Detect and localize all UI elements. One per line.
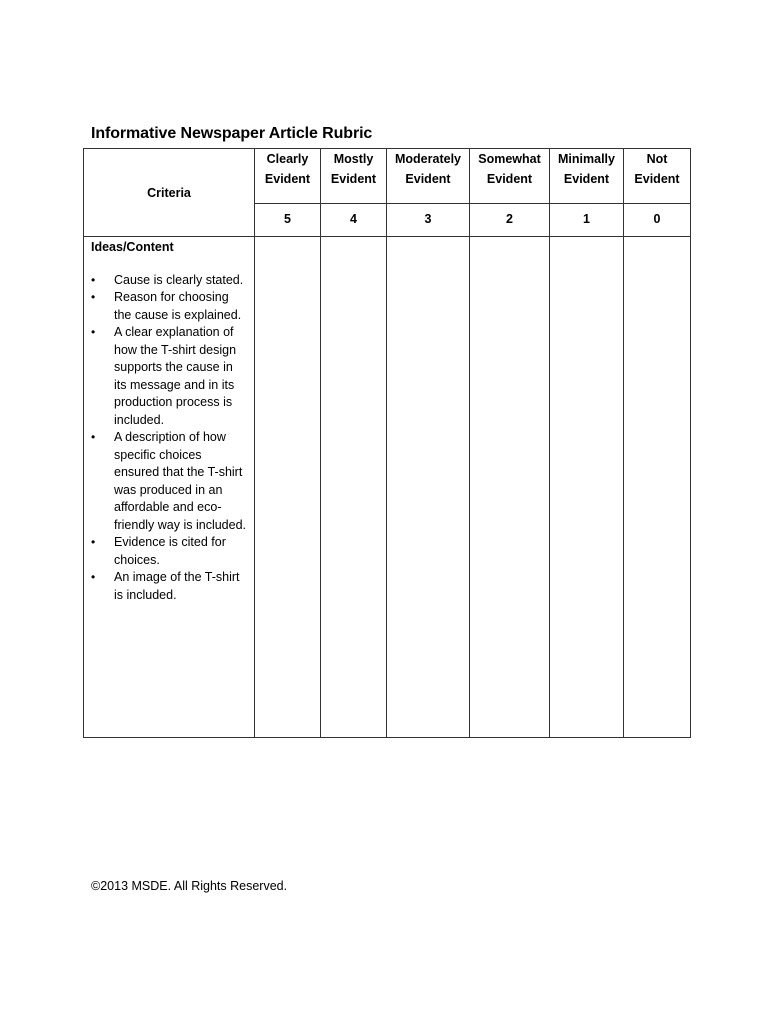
section-heading: Ideas/Content bbox=[91, 240, 174, 254]
rating-header-line1: Clearly bbox=[266, 152, 309, 166]
rating-header-line2: Evident bbox=[563, 172, 610, 186]
rating-header-line2: Evident bbox=[405, 172, 451, 186]
score-cell-0[interactable] bbox=[624, 237, 691, 738]
score-0: 0 bbox=[624, 204, 691, 237]
bullet-icon: • bbox=[91, 325, 96, 339]
rating-header-moderately-evident bbox=[387, 149, 470, 204]
list-item-text: A description of how specific choices ensured that the T-shirt was produced in an affordable and eco-friendly way is included. bbox=[114, 430, 247, 532]
score-cell-5[interactable] bbox=[255, 237, 321, 738]
bullet-icon: • bbox=[91, 535, 96, 549]
bullet-icon: • bbox=[91, 290, 96, 304]
rubric-table bbox=[83, 148, 691, 738]
copyright-footer: ©2013 MSDE. All Rights Reserved. bbox=[91, 879, 288, 893]
rating-label-row bbox=[84, 149, 691, 204]
score-cell-2[interactable] bbox=[470, 237, 550, 738]
list-item-text: Evidence is cited for choices. bbox=[114, 535, 226, 567]
rating-header-somewhat-evident bbox=[470, 149, 550, 204]
rating-header-line1: Mostly bbox=[333, 152, 374, 166]
rating-header-mostly-evident bbox=[321, 149, 387, 204]
list-item bbox=[91, 534, 246, 569]
bullet-icon: • bbox=[91, 570, 96, 584]
list-item-text: A clear explanation of how the T-shirt design supports the cause in its message and in its production process is included. bbox=[114, 325, 237, 427]
rating-header-line2: Evident bbox=[264, 172, 311, 186]
list-item bbox=[91, 324, 246, 429]
list-item-text: An image of the T-shirt is included. bbox=[114, 570, 240, 602]
score-1: 1 bbox=[550, 204, 624, 237]
score-cell-3[interactable] bbox=[387, 237, 470, 738]
rating-header-line2: Evident bbox=[486, 172, 533, 186]
bullet-icon: • bbox=[91, 272, 96, 287]
list-item bbox=[91, 289, 246, 324]
rating-header-clearly-evident bbox=[255, 149, 321, 204]
rating-header-line2: Evident bbox=[634, 172, 680, 186]
rating-header-minimally-evident bbox=[550, 149, 624, 204]
criteria-list bbox=[91, 272, 246, 605]
rating-header-line1: Not bbox=[646, 152, 668, 166]
rating-header-not-evident bbox=[624, 149, 691, 204]
list-item bbox=[91, 429, 246, 534]
list-item-text: Cause is clearly stated. bbox=[114, 272, 244, 287]
bullet-icon: • bbox=[91, 430, 96, 444]
ideas-content-row bbox=[84, 237, 691, 738]
criteria-header: Criteria bbox=[84, 149, 255, 237]
page-title: Informative Newspaper Article Rubric bbox=[91, 125, 373, 142]
rating-header-line1: Somewhat bbox=[478, 152, 541, 166]
score-5: 5 bbox=[255, 204, 321, 237]
score-cell-4[interactable] bbox=[321, 237, 387, 738]
rating-header-line1: Moderately bbox=[395, 152, 461, 166]
criteria-cell-ideas-content bbox=[84, 237, 255, 738]
rating-header-line1: Minimally bbox=[558, 152, 615, 166]
list-item-text: Reason for choosing the cause is explained. bbox=[114, 290, 242, 322]
score-cell-1[interactable] bbox=[550, 237, 624, 738]
score-2: 2 bbox=[470, 204, 550, 237]
list-item bbox=[91, 569, 246, 604]
list-item bbox=[91, 272, 246, 290]
score-3: 3 bbox=[387, 204, 470, 237]
rating-header-line2: Evident bbox=[330, 172, 377, 186]
score-4: 4 bbox=[321, 204, 387, 237]
